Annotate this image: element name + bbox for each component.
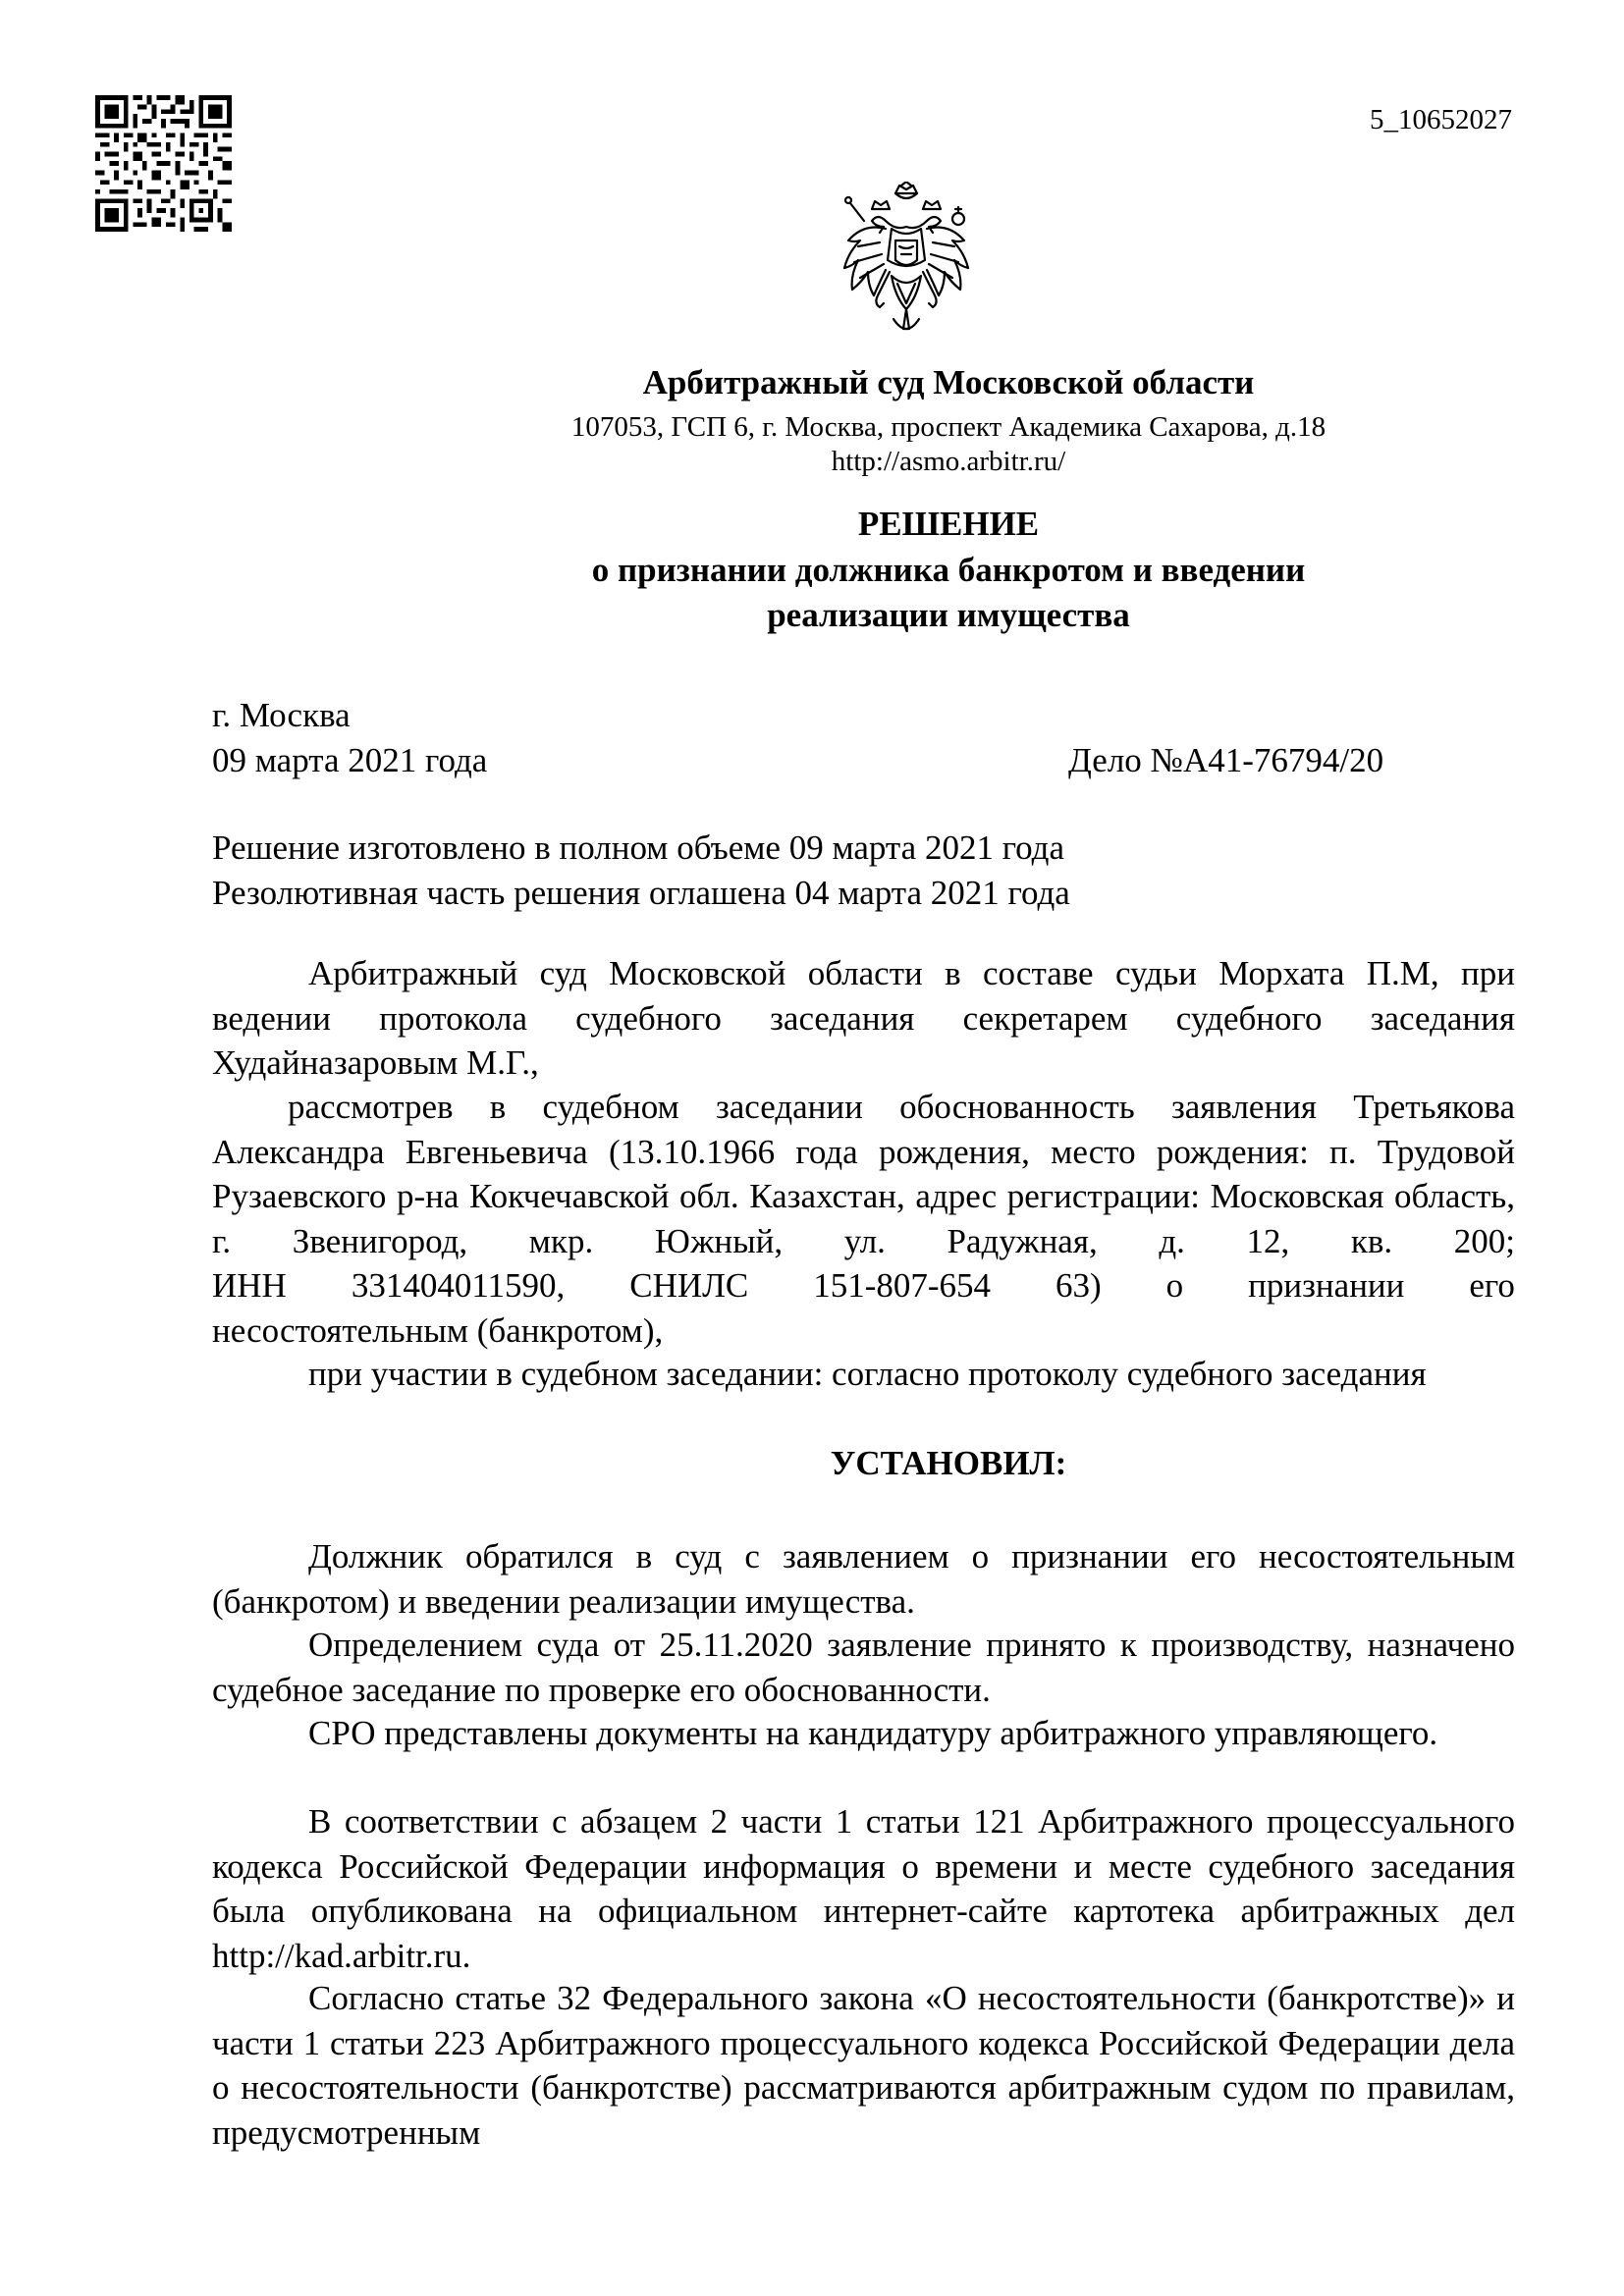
decision-date: 09 марта 2021 года [212, 741, 488, 779]
established-heading: УСТАНОВИЛ: [830, 1444, 1067, 1482]
decision-subtitle-line-1: о признании должника банкротом и введении [591, 551, 1306, 589]
snils-label: СНИЛС [629, 1266, 749, 1305]
court-address: 107053, ГСП 6, г. Москва, проспект Академика Сахарова, д.18 [570, 411, 1326, 443]
city: г. Москва [212, 696, 351, 734]
paragraph-debtor-applied: Должник обратился в суд с заявлением о признании его несостоятельным (банкротом) и введении реализации имущества. [212, 1537, 1515, 1621]
word-recognition: признании [1248, 1266, 1405, 1305]
court-name: Арбитражный суд Московской области [642, 363, 1255, 401]
qr-code-icon [95, 95, 232, 232]
paragraph-sro: СРО представлены документы на кандидатуру арбитражного управляющего. [308, 1714, 1438, 1752]
inn-value: 331404011590, [351, 1266, 566, 1305]
considering-inn-row [212, 1263, 1515, 1308]
paragraph-considering [212, 1085, 1515, 1353]
decision-subtitle-line-2: реализации имущества [767, 596, 1130, 634]
decision-title: РЕШЕНИЕ [857, 505, 1040, 543]
paragraph-participation: при участии в судебном заседании: согласно протоколу судебного заседания [308, 1355, 1427, 1393]
inn-label: ИНН [212, 1266, 287, 1305]
resolution-announced-note: Резолютивная часть решения оглашена 04 марта 2021 года [212, 874, 1070, 912]
paragraph-article-32: Согласно статье 32 Федерального закона «О несостоятельности (банкротстве)» и части 1 статьи 223 Арбитражного процессуального кодекса Российской Федерации дела о несостоятельности (банкротстве) рассматриваются арбитражным судом по правилам, предусмотренным [212, 1979, 1515, 2152]
document-id: 5_10652027 [1370, 104, 1512, 135]
paragraph-court-composition: Арбитражный суд Московской области в составе судьи Морхата П.М, при ведении протокола судебного заседания секретарем судебного заседания Худайназаровым М.Г., [212, 954, 1515, 1082]
considering-text: рассмотрев в судебном заседании обоснованность заявления Третьякова Александра Евгеньевича (13.10.1966 года рождения, место рождения: п. Трудовой Рузаевского р-на Кокчечавской обл. Казахстан, адрес регистрации: Московская область, г. Звенигород, мкр. Южный, ул. Радужная, д. 12, кв. 200; [212, 1088, 1515, 1260]
snils-value-part2: 63) [1056, 1266, 1102, 1305]
paragraph-determination: Определением суда от 25.11.2020 заявление принято к производству, назначено судебное заседание по проверке его обоснованности. [212, 1626, 1515, 1709]
considering-ending: несостоятельным (банкротом), [212, 1310, 664, 1350]
word-o: о [1165, 1266, 1184, 1305]
court-website-link[interactable]: http://asmo.arbitr.ru/ [831, 446, 1066, 477]
snils-value-part1: 151-807-654 [813, 1266, 992, 1305]
made-in-full-note: Решение изготовлено в полном объеме 09 марта 2021 года [212, 828, 1065, 867]
word-his: его [1469, 1266, 1515, 1305]
russian-coat-of-arms-emblem-icon [835, 182, 978, 344]
paragraph-accordance: В соответствии с абзацем 2 части 1 статьи 121 Арбитражного процессуального кодекса Российской Федерации информация о времени и месте судебного заседания была опубликована на официальном интернет-сайте картотека арбитражных дел http://kad.arbitr.ru. [212, 1802, 1515, 1975]
case-number: Дело №А41-76794/20 [1068, 741, 1384, 779]
